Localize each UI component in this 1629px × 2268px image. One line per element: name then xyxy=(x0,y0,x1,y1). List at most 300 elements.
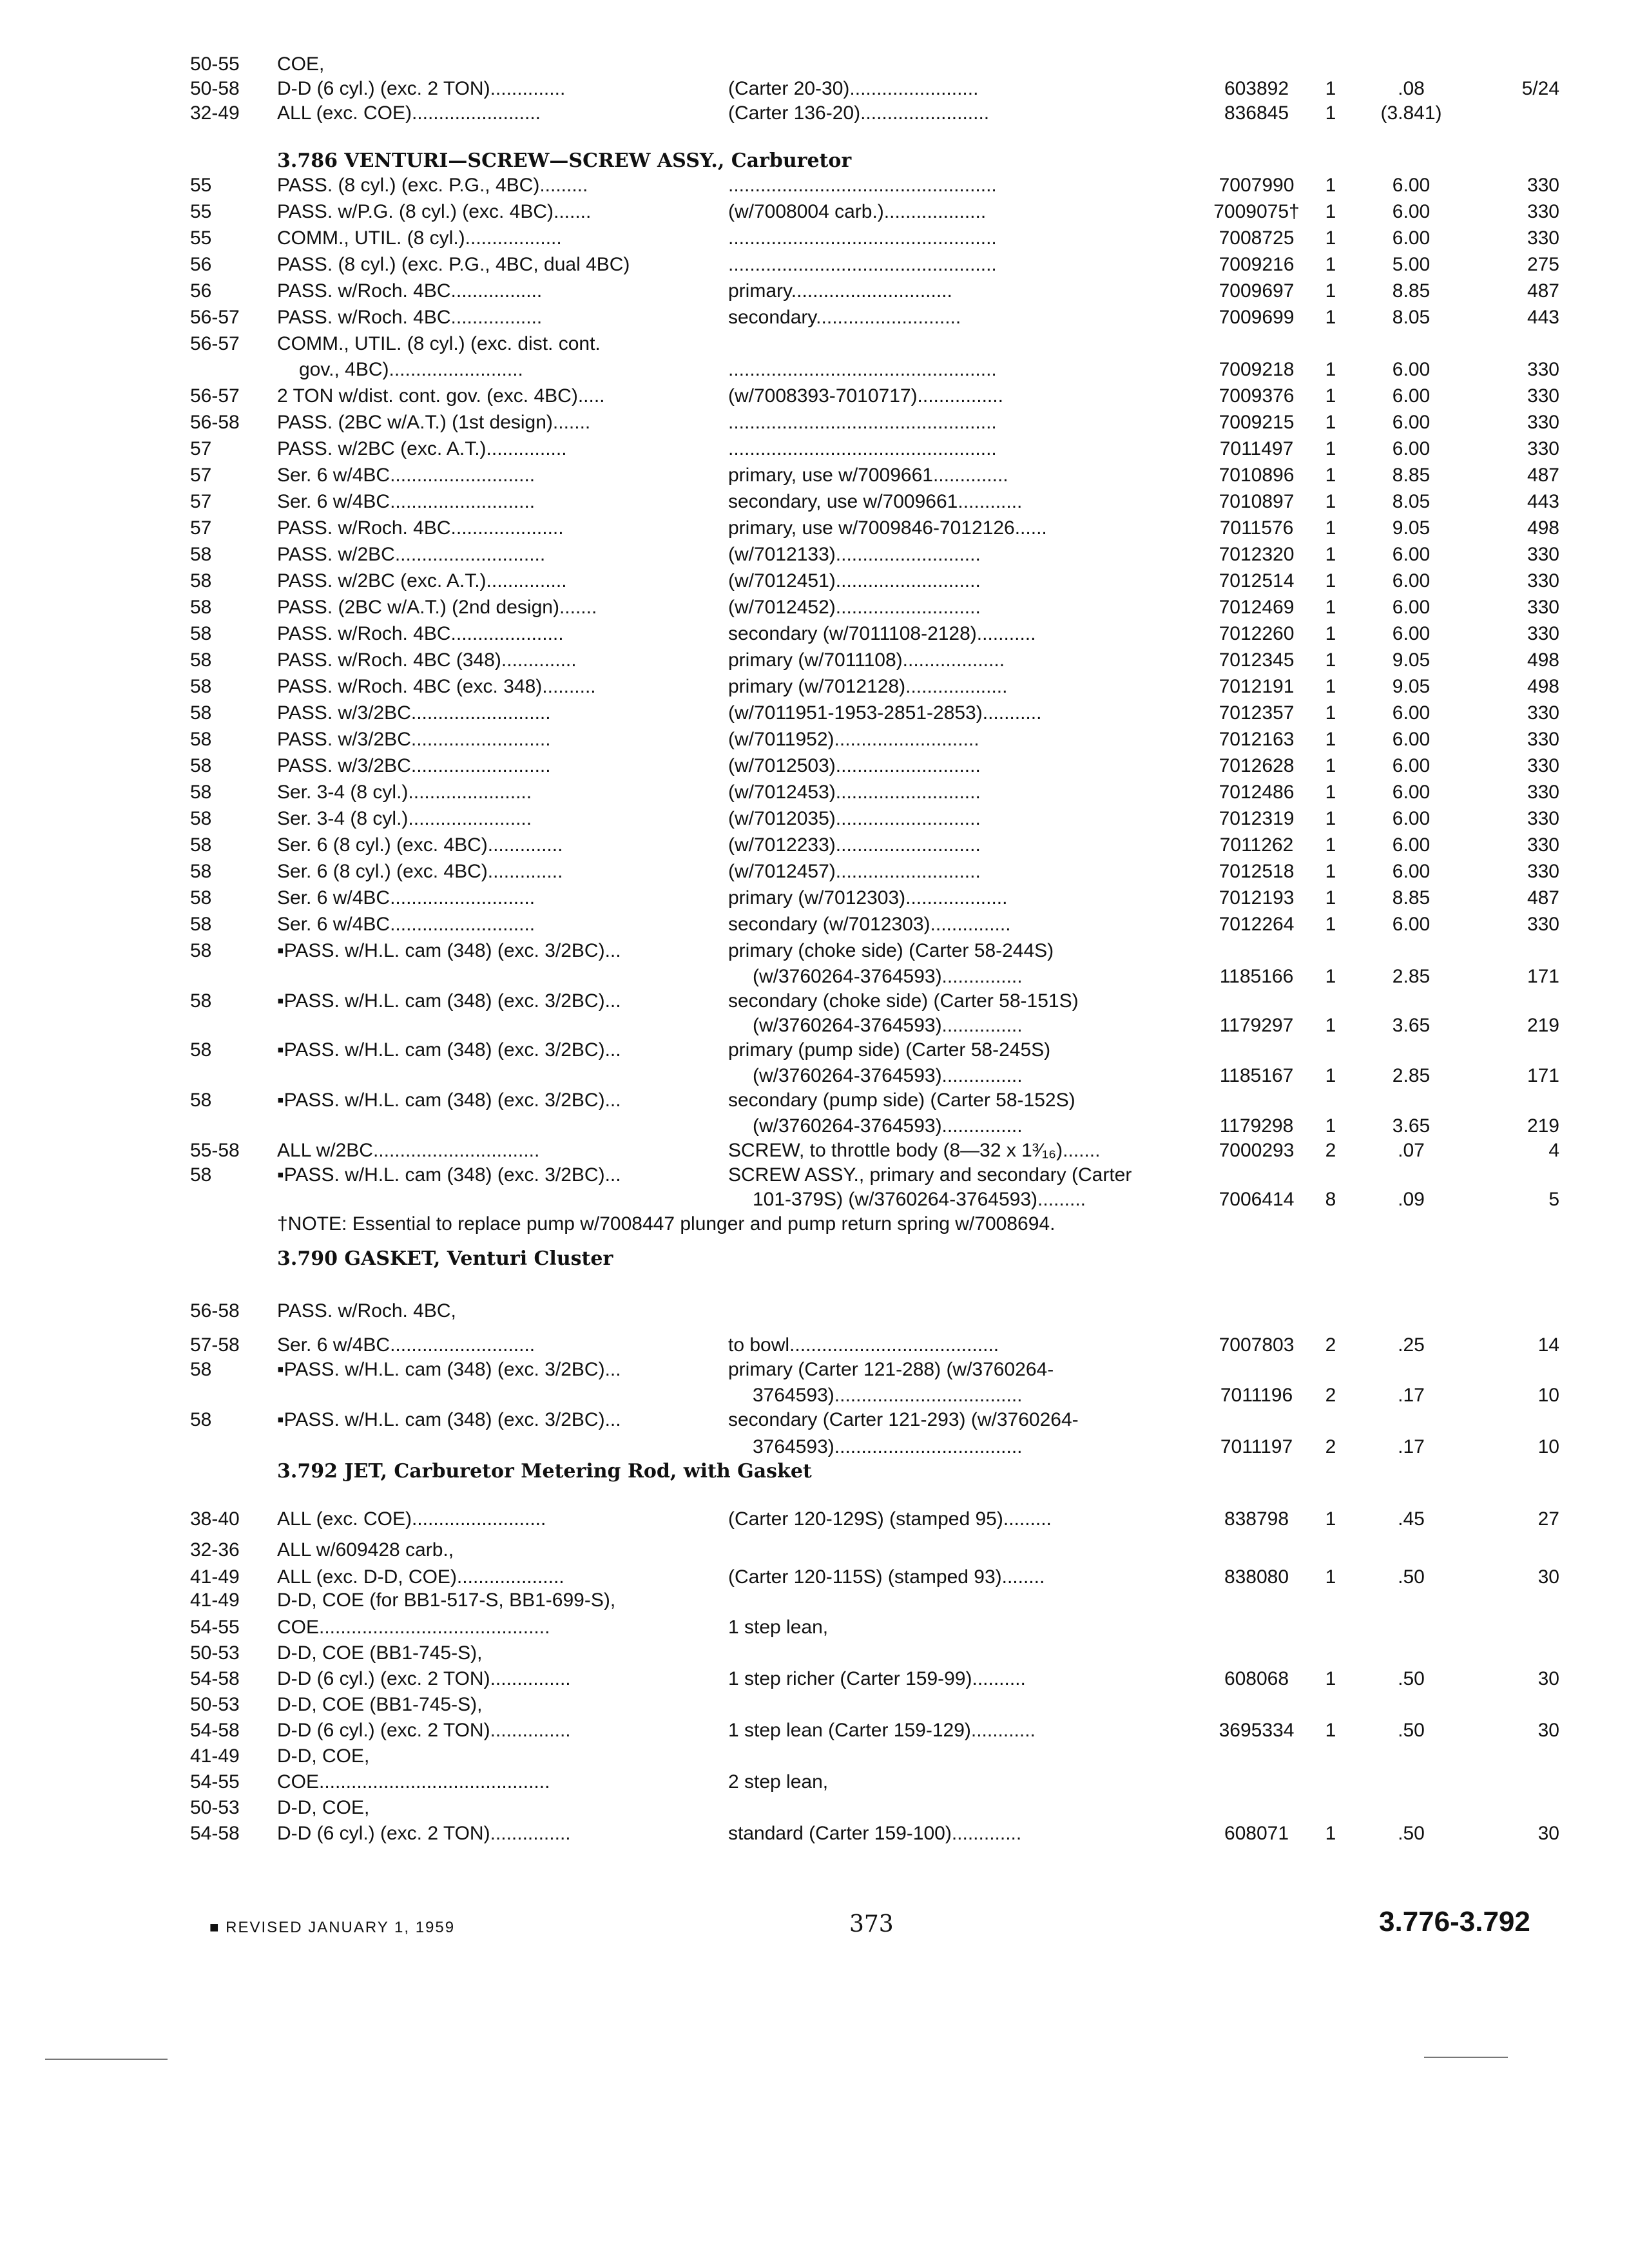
model-years-cell: 58 xyxy=(190,834,212,856)
description-cell: (w/7011952)........................... xyxy=(728,729,979,750)
quantity-cell: 1 xyxy=(1325,1015,1336,1036)
model-years-cell: 58 xyxy=(190,1164,212,1186)
code-cell: 330 xyxy=(1527,755,1559,776)
model-years-cell: 55 xyxy=(190,175,212,196)
code-cell: 330 xyxy=(1527,861,1559,882)
description-cell: (w/7012457)........................... xyxy=(728,861,981,882)
code-cell: 487 xyxy=(1527,465,1559,486)
code-cell: 330 xyxy=(1527,438,1559,459)
model-years-cell: 58 xyxy=(190,1090,212,1111)
model-years-cell: 58 xyxy=(190,544,212,565)
code-cell: 30 xyxy=(1537,1720,1559,1741)
part-number-cell: 7012469 xyxy=(1219,597,1295,618)
price-cell: 6.00 xyxy=(1392,782,1431,803)
code-cell: 330 xyxy=(1527,201,1559,222)
part-number-cell: 838798 xyxy=(1224,1508,1289,1530)
code-cell: 330 xyxy=(1527,175,1559,196)
description-cell: secondary, use w/7009661............ xyxy=(728,491,1023,512)
application-cell: ALL (exc. D-D, COE).................... xyxy=(277,1566,564,1588)
part-number-cell: 7006414 xyxy=(1219,1189,1295,1210)
code-cell: 5/24 xyxy=(1521,78,1559,99)
description-cell: 1 step richer (Carter 159-99).......... xyxy=(728,1668,1026,1689)
price-cell: .50 xyxy=(1398,1720,1425,1741)
model-years-cell: 58 xyxy=(190,940,212,961)
quantity-cell: 1 xyxy=(1325,623,1336,644)
footnote: †NOTE: Essential to replace pump w/7008447 plunger and pump return spring w/7008694. xyxy=(277,1213,1055,1235)
price-cell: 6.00 xyxy=(1392,438,1431,459)
model-years-cell: 57-58 xyxy=(190,1334,240,1356)
model-years-cell: 56 xyxy=(190,280,212,302)
quantity-cell: 1 xyxy=(1325,544,1336,565)
part-number-cell: 7010896 xyxy=(1219,465,1295,486)
model-years-cell: 58 xyxy=(190,755,212,776)
model-years-cell: 55 xyxy=(190,201,212,222)
description-cell: (w/7012451)........................... xyxy=(728,570,981,591)
price-cell: 6.00 xyxy=(1392,570,1431,591)
price-cell: 3.65 xyxy=(1392,1115,1431,1137)
application-cell: COMM., UTIL. (8 cyl.) (exc. dist. cont. xyxy=(277,333,601,354)
price-cell: 2.85 xyxy=(1392,966,1431,987)
description-cell: primary (Carter 121-288) (w/3760264- xyxy=(728,1359,1054,1380)
part-number-cell: 7007803 xyxy=(1219,1334,1295,1356)
code-cell: 330 xyxy=(1527,623,1559,644)
price-cell: 6.00 xyxy=(1392,755,1431,776)
model-years-cell: 58 xyxy=(190,570,212,591)
quantity-cell: 1 xyxy=(1325,491,1336,512)
part-number-cell: 7012514 xyxy=(1219,570,1295,591)
model-years-cell: 32-36 xyxy=(190,1539,240,1561)
description-cell: SCREW ASSY., primary and secondary (Carter xyxy=(728,1164,1132,1186)
application-cell: PASS. w/Roch. 4BC................. xyxy=(277,280,543,302)
part-number-cell: 608071 xyxy=(1224,1823,1289,1844)
price-cell: .17 xyxy=(1398,1436,1425,1457)
application-cell: PASS. w/2BC (exc. A.T.)............... xyxy=(277,570,567,591)
code-cell: 5 xyxy=(1548,1189,1559,1210)
model-years-cell: 57 xyxy=(190,465,212,486)
model-years-cell: 54-58 xyxy=(190,1720,240,1741)
application-cell: PASS. w/2BC............................ xyxy=(277,544,546,565)
application-cell: PASS. w/3/2BC.......................... xyxy=(277,729,551,750)
application-cell: PASS. (8 cyl.) (exc. P.G., 4BC)......... xyxy=(277,175,588,196)
quantity-cell: 2 xyxy=(1325,1436,1336,1457)
model-years-cell: 56-58 xyxy=(190,412,240,433)
application-cell: PASS. w/2BC (exc. A.T.)............... xyxy=(277,438,567,459)
part-number-cell: 7012518 xyxy=(1219,861,1295,882)
code-cell: 4 xyxy=(1548,1140,1559,1161)
part-number-cell: 7012319 xyxy=(1219,808,1295,829)
code-cell: 27 xyxy=(1537,1508,1559,1530)
code-cell: 330 xyxy=(1527,412,1559,433)
part-number-cell: 7012163 xyxy=(1219,729,1295,750)
code-cell: 219 xyxy=(1527,1015,1559,1036)
application-cell: D-D, COE, xyxy=(277,1745,370,1767)
quantity-cell: 1 xyxy=(1325,597,1336,618)
model-years-cell: 56-57 xyxy=(190,333,240,354)
description-cell: .................................................. xyxy=(728,438,997,459)
description-cell: .................................................. xyxy=(728,412,997,433)
code-cell: 30 xyxy=(1537,1823,1559,1844)
quantity-cell: 1 xyxy=(1325,78,1336,99)
price-cell: .09 xyxy=(1398,1189,1425,1210)
price-cell: 8.85 xyxy=(1392,465,1431,486)
description-cell: (w/3760264-3764593)............... xyxy=(753,966,1023,987)
description-cell: standard (Carter 159-100)............. xyxy=(728,1823,1022,1844)
price-cell: 9.05 xyxy=(1392,676,1431,697)
price-cell: 9.05 xyxy=(1392,649,1431,671)
code-cell: 498 xyxy=(1527,649,1559,671)
scan-edge-mark-left xyxy=(45,2059,168,2060)
code-cell: 219 xyxy=(1527,1115,1559,1137)
price-cell: 8.05 xyxy=(1392,491,1431,512)
price-cell: 6.00 xyxy=(1392,834,1431,856)
section-range: 3.776-3.792 xyxy=(1379,1906,1530,1937)
description-cell: primary (choke side) (Carter 58-244S) xyxy=(728,940,1054,961)
code-cell: 330 xyxy=(1527,570,1559,591)
quantity-cell: 1 xyxy=(1325,1720,1336,1741)
model-years-cell: 58 xyxy=(190,649,212,671)
description-cell: (w/3760264-3764593)............... xyxy=(753,1065,1023,1086)
model-years-cell: 55-58 xyxy=(190,1140,240,1161)
quantity-cell: 1 xyxy=(1325,914,1336,935)
price-cell: 5.00 xyxy=(1392,254,1431,275)
quantity-cell: 1 xyxy=(1325,385,1336,407)
part-number-cell: 7011197 xyxy=(1220,1436,1293,1457)
application-cell: Ser. 3-4 (8 cyl.)....................... xyxy=(277,808,532,829)
quantity-cell: 1 xyxy=(1325,175,1336,196)
code-cell: 10 xyxy=(1537,1436,1559,1457)
price-cell: 6.00 xyxy=(1392,914,1431,935)
code-cell: 30 xyxy=(1537,1668,1559,1689)
code-cell: 443 xyxy=(1527,307,1559,328)
price-cell: 6.00 xyxy=(1392,544,1431,565)
price-cell: .50 xyxy=(1398,1823,1425,1844)
part-number-cell: 7009216 xyxy=(1219,254,1295,275)
part-number-cell: 7012320 xyxy=(1219,544,1295,565)
description-cell: (w/7012233)........................... xyxy=(728,834,981,856)
price-cell: .07 xyxy=(1398,1140,1425,1161)
description-cell: primary.............................. xyxy=(728,280,952,302)
description-cell: primary (pump side) (Carter 58-245S) xyxy=(728,1039,1051,1061)
quantity-cell: 1 xyxy=(1325,465,1336,486)
application-cell: PASS. w/3/2BC.......................... xyxy=(277,702,551,724)
quantity-cell: 1 xyxy=(1325,517,1336,539)
application-cell: D-D (6 cyl.) (exc. 2 TON)............... xyxy=(277,1823,571,1844)
model-years-cell: 50-53 xyxy=(190,1694,240,1715)
quantity-cell: 2 xyxy=(1325,1334,1336,1356)
application-cell: COMM., UTIL. (8 cyl.).................. xyxy=(277,227,562,249)
quantity-cell: 2 xyxy=(1325,1140,1336,1161)
description-cell: secondary (choke side) (Carter 58-151S) xyxy=(728,990,1079,1012)
part-number-cell: 7010897 xyxy=(1219,491,1295,512)
application-cell: ▪PASS. w/H.L. cam (348) (exc. 3/2BC)... xyxy=(277,940,621,961)
model-years-cell: 58 xyxy=(190,623,212,644)
price-cell: 6.00 xyxy=(1392,861,1431,882)
model-years-cell: 50-53 xyxy=(190,1797,240,1818)
application-cell: Ser. 6 w/4BC........................... xyxy=(277,887,535,908)
quantity-cell: 1 xyxy=(1325,1115,1336,1137)
description-cell: (Carter 136-20)........................ xyxy=(728,102,990,124)
model-years-cell: 58 xyxy=(190,887,212,908)
model-years-cell: 50-55 xyxy=(190,53,240,75)
quantity-cell: 1 xyxy=(1325,1508,1336,1530)
model-years-cell: 38-40 xyxy=(190,1508,240,1530)
quantity-cell: 1 xyxy=(1325,729,1336,750)
part-number-cell: 836845 xyxy=(1224,102,1289,124)
application-cell: PASS. w/Roch. 4BC (exc. 348).......... xyxy=(277,676,596,697)
quantity-cell: 1 xyxy=(1325,861,1336,882)
quantity-cell: 1 xyxy=(1325,254,1336,275)
application-cell: PASS. w/Roch. 4BC..................... xyxy=(277,623,564,644)
model-years-cell: 56-58 xyxy=(190,1300,240,1321)
code-cell: 330 xyxy=(1527,729,1559,750)
description-cell: primary (w/7012128)................... xyxy=(728,676,1008,697)
price-cell: .45 xyxy=(1398,1508,1425,1530)
code-cell: 330 xyxy=(1527,544,1559,565)
model-years-cell: 57 xyxy=(190,517,212,539)
part-number-cell: 7012264 xyxy=(1219,914,1295,935)
quantity-cell: 1 xyxy=(1325,570,1336,591)
application-cell: PASS. (2BC w/A.T.) (1st design)....... xyxy=(277,412,591,433)
description-cell: 101-379S) (w/3760264-3764593)......... xyxy=(753,1189,1086,1210)
price-cell: 6.00 xyxy=(1392,597,1431,618)
description-cell: (w/7012133)........................... xyxy=(728,544,981,565)
description-cell: (w/7008004 carb.)................... xyxy=(728,201,987,222)
model-years-cell: 57 xyxy=(190,438,212,459)
quantity-cell: 2 xyxy=(1325,1385,1336,1406)
application-cell: ▪PASS. w/H.L. cam (348) (exc. 3/2BC)... xyxy=(277,1409,621,1430)
part-number-cell: 838080 xyxy=(1224,1566,1289,1588)
model-years-cell: 54-55 xyxy=(190,1617,240,1638)
application-cell: PASS. (8 cyl.) (exc. P.G., 4BC, dual 4BC) xyxy=(277,254,630,275)
part-number-cell: 7009697 xyxy=(1219,280,1295,302)
model-years-cell: 58 xyxy=(190,914,212,935)
quantity-cell: 1 xyxy=(1325,702,1336,724)
part-number-cell: 1185166 xyxy=(1219,966,1294,987)
part-number-cell: 7009376 xyxy=(1219,385,1295,407)
description-cell: .................................................. xyxy=(728,254,997,275)
application-cell: D-D (6 cyl.) (exc. 2 TON)............... xyxy=(277,1720,571,1741)
code-cell: 14 xyxy=(1537,1334,1559,1356)
code-cell: 171 xyxy=(1527,1065,1559,1086)
model-years-cell: 58 xyxy=(190,1039,212,1061)
code-cell: 487 xyxy=(1527,887,1559,908)
description-cell: 3764593)................................... xyxy=(753,1436,1023,1457)
description-cell: 3764593)................................... xyxy=(753,1385,1023,1406)
price-cell: 6.00 xyxy=(1392,359,1431,380)
part-number-cell: 7011262 xyxy=(1219,834,1294,856)
part-number-cell: 7009075† xyxy=(1213,201,1300,222)
model-years-cell: 58 xyxy=(190,702,212,724)
price-cell: 6.00 xyxy=(1392,729,1431,750)
application-cell: ALL (exc. COE)......................... xyxy=(277,1508,546,1530)
description-cell: secondary (w/7011108-2128)........... xyxy=(728,623,1036,644)
quantity-cell: 1 xyxy=(1325,966,1336,987)
application-cell: ▪PASS. w/H.L. cam (348) (exc. 3/2BC)... xyxy=(277,1359,621,1380)
model-years-cell: 58 xyxy=(190,808,212,829)
price-cell: 3.65 xyxy=(1392,1015,1431,1036)
description-cell: secondary (Carter 121-293) (w/3760264- xyxy=(728,1409,1079,1430)
quantity-cell: 1 xyxy=(1325,755,1336,776)
model-years-cell: 41-49 xyxy=(190,1566,240,1588)
price-cell: 6.00 xyxy=(1392,175,1431,196)
description-cell: .................................................. xyxy=(728,227,997,249)
part-number-cell: 1185167 xyxy=(1219,1065,1294,1086)
section-heading: 3.786 VENTURI—SCREW—SCREW ASSY., Carburetor xyxy=(277,149,852,172)
model-years-cell: 41-49 xyxy=(190,1745,240,1767)
quantity-cell: 1 xyxy=(1325,412,1336,433)
code-cell: 275 xyxy=(1527,254,1559,275)
application-cell: ALL w/2BC............................... xyxy=(277,1140,540,1161)
application-cell: D-D, COE (for BB1-517-S, BB1-699-S), xyxy=(277,1590,616,1611)
part-number-cell: 7000293 xyxy=(1219,1140,1295,1161)
price-cell: .50 xyxy=(1398,1566,1425,1588)
application-cell: PASS. w/3/2BC.......................... xyxy=(277,755,551,776)
quantity-cell: 1 xyxy=(1325,438,1336,459)
quantity-cell: 1 xyxy=(1325,887,1336,908)
price-cell: .08 xyxy=(1398,78,1425,99)
application-cell: ▪PASS. w/H.L. cam (348) (exc. 3/2BC)... xyxy=(277,990,621,1012)
quantity-cell: 1 xyxy=(1325,201,1336,222)
quantity-cell: 1 xyxy=(1325,1566,1336,1588)
description-cell: (w/3760264-3764593)............... xyxy=(753,1015,1023,1036)
description-cell: secondary........................... xyxy=(728,307,961,328)
part-number-cell: 7008725 xyxy=(1219,227,1295,249)
model-years-cell: 56 xyxy=(190,254,212,275)
table-row xyxy=(0,102,1629,140)
application-cell: Ser. 6 (8 cyl.) (exc. 4BC).............. xyxy=(277,834,563,856)
application-cell: Ser. 6 w/4BC........................... xyxy=(277,491,535,512)
table-row xyxy=(0,1822,1629,1861)
price-cell: .25 xyxy=(1398,1334,1425,1356)
description-cell: secondary (w/7012303)............... xyxy=(728,914,1011,935)
application-cell: PASS. w/Roch. 4BC, xyxy=(277,1300,456,1321)
application-cell: Ser. 6 w/4BC........................... xyxy=(277,465,535,486)
price-cell: 6.00 xyxy=(1392,702,1431,724)
application-cell: COE, xyxy=(277,53,325,75)
part-number-cell: 7009218 xyxy=(1219,359,1295,380)
application-cell: PASS. w/Roch. 4BC..................... xyxy=(277,517,564,539)
description-cell: (w/7012453)........................... xyxy=(728,782,981,803)
part-number-cell: 7012191 xyxy=(1219,676,1295,697)
description-cell: 1 step lean (Carter 159-129)............ xyxy=(728,1720,1036,1741)
application-cell: Ser. 6 w/4BC........................... xyxy=(277,914,535,935)
code-cell: 330 xyxy=(1527,359,1559,380)
model-years-cell: 57 xyxy=(190,491,212,512)
quantity-cell: 1 xyxy=(1325,1668,1336,1689)
part-number-cell: 7012628 xyxy=(1219,755,1295,776)
section-heading: 3.792 JET, Carburetor Metering Rod, with Gasket xyxy=(277,1460,812,1483)
description-cell: (Carter 120-115S) (stamped 93)........ xyxy=(728,1566,1045,1588)
model-years-cell: 50-53 xyxy=(190,1642,240,1664)
table-row xyxy=(0,1436,1629,1474)
code-cell: 10 xyxy=(1537,1385,1559,1406)
price-cell: 6.00 xyxy=(1392,808,1431,829)
application-cell: PASS. (2BC w/A.T.) (2nd design)....... xyxy=(277,597,597,618)
price-cell: 2.85 xyxy=(1392,1065,1431,1086)
model-years-cell: 54-55 xyxy=(190,1771,240,1792)
quantity-cell: 1 xyxy=(1325,1823,1336,1844)
code-cell: 443 xyxy=(1527,491,1559,512)
code-cell: 171 xyxy=(1527,966,1559,987)
application-cell: gov., 4BC)......................... xyxy=(299,359,523,380)
part-number-cell: 1179297 xyxy=(1219,1015,1294,1036)
model-years-cell: 56-57 xyxy=(190,307,240,328)
description-cell: (w/7012035)........................... xyxy=(728,808,981,829)
model-years-cell: 58 xyxy=(190,782,212,803)
code-cell: 330 xyxy=(1527,834,1559,856)
quantity-cell: 8 xyxy=(1325,1189,1336,1210)
quantity-cell: 1 xyxy=(1325,808,1336,829)
model-years-cell: 58 xyxy=(190,1359,212,1380)
part-number-cell: 7012486 xyxy=(1219,782,1295,803)
scan-edge-mark-right xyxy=(1424,2057,1508,2058)
application-cell: D-D, COE (BB1-745-S), xyxy=(277,1694,483,1715)
application-cell: ALL (exc. COE)........................ xyxy=(277,102,541,124)
application-cell: D-D, COE (BB1-745-S), xyxy=(277,1642,483,1664)
price-cell: 6.00 xyxy=(1392,385,1431,407)
application-cell: PASS. w/P.G. (8 cyl.) (exc. 4BC)....... xyxy=(277,201,592,222)
code-cell: 330 xyxy=(1527,227,1559,249)
description-cell: to bowl....................................... xyxy=(728,1334,999,1356)
quantity-cell: 1 xyxy=(1325,676,1336,697)
quantity-cell: 1 xyxy=(1325,1065,1336,1086)
part-number-cell: 7009699 xyxy=(1219,307,1295,328)
revision-note: ■ REVISED JANUARY 1, 1959 xyxy=(209,1919,456,1936)
application-cell: Ser. 6 (8 cyl.) (exc. 4BC).............. xyxy=(277,861,563,882)
model-years-cell: 55 xyxy=(190,227,212,249)
part-number-cell: 7007990 xyxy=(1219,175,1295,196)
part-number-cell: 7011576 xyxy=(1219,517,1294,539)
code-cell: 330 xyxy=(1527,914,1559,935)
model-years-cell: 54-58 xyxy=(190,1823,240,1844)
code-cell: 330 xyxy=(1527,782,1559,803)
part-number-cell: 7012193 xyxy=(1219,887,1295,908)
quantity-cell: 1 xyxy=(1325,649,1336,671)
application-cell: ▪PASS. w/H.L. cam (348) (exc. 3/2BC)... xyxy=(277,1164,621,1186)
section-heading: 3.790 GASKET, Venturi Cluster xyxy=(277,1247,613,1270)
part-number-cell: 608068 xyxy=(1224,1668,1289,1689)
model-years-cell: 54-58 xyxy=(190,1668,240,1689)
model-years-cell: 58 xyxy=(190,990,212,1012)
part-number-cell: 7012260 xyxy=(1219,623,1295,644)
part-number-cell: 1179298 xyxy=(1219,1115,1294,1137)
part-number-cell: 7012357 xyxy=(1219,702,1295,724)
application-cell: COE........................................... xyxy=(277,1771,550,1792)
quantity-cell: 1 xyxy=(1325,834,1336,856)
description-cell: 2 step lean, xyxy=(728,1771,829,1792)
application-cell: D-D (6 cyl.) (exc. 2 TON)............... xyxy=(277,1668,571,1689)
description-cell: (Carter 120-129S) (stamped 95)......... xyxy=(728,1508,1052,1530)
description-cell: .................................................. xyxy=(728,359,997,380)
model-years-cell: 58 xyxy=(190,597,212,618)
quantity-cell: 1 xyxy=(1325,307,1336,328)
code-cell: 330 xyxy=(1527,597,1559,618)
part-number-cell: 7011196 xyxy=(1220,1385,1293,1406)
application-cell: Ser. 3-4 (8 cyl.)....................... xyxy=(277,782,532,803)
description-cell: (Carter 20-30)........................ xyxy=(728,78,979,99)
description-cell: primary, use w/7009661.............. xyxy=(728,465,1008,486)
part-number-cell: 603892 xyxy=(1224,78,1289,99)
price-cell: 6.00 xyxy=(1392,412,1431,433)
quantity-cell: 1 xyxy=(1325,102,1336,124)
code-cell: 498 xyxy=(1527,676,1559,697)
application-cell: PASS. w/Roch. 4BC................. xyxy=(277,307,543,328)
description-cell: .................................................. xyxy=(728,175,997,196)
description-cell: secondary (pump side) (Carter 58-152S) xyxy=(728,1090,1075,1111)
part-number-cell: 7012345 xyxy=(1219,649,1295,671)
price-cell: 8.05 xyxy=(1392,307,1431,328)
description-cell: primary, use w/7009846-7012126...... xyxy=(728,517,1047,539)
